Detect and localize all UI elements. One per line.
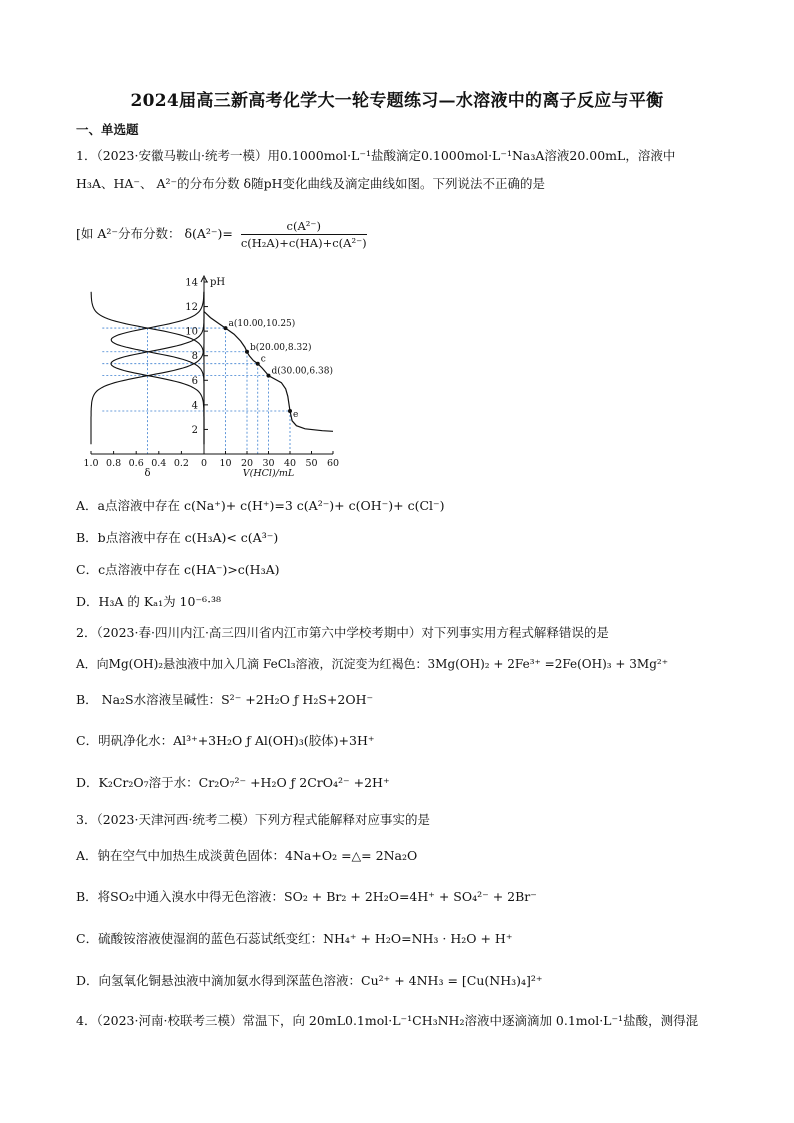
x-right-tick-label: 40 — [283, 458, 297, 469]
x-right-tick-label: 30 — [262, 458, 275, 469]
x-left-tick-label: 0.2 — [173, 458, 189, 469]
q1-option-b: B．b点溶液中存在 c(H₃A)< c(A³⁻) — [76, 530, 279, 545]
point-a — [224, 326, 228, 330]
point-label-e: e — [293, 410, 299, 420]
section-heading: 一、单选题 — [76, 122, 139, 137]
q2-option-c: C．明矾净化水：Al³⁺+3H₂O ƒ Al(OH)₃(胶体)+3H⁺ — [76, 733, 375, 748]
x-left-axis-label: δ — [144, 468, 151, 478]
q2-option-d: D．K₂Cr₂O₇溶于水：Cr₂O₇²⁻ +H₂O ƒ 2CrO₄²⁻ +2H⁺ — [76, 775, 390, 790]
y-tick-label: 12 — [185, 302, 198, 314]
q1-option-d: D．H₃A 的 Kₐ₁为 10⁻⁶·³⁸ — [76, 594, 222, 609]
labels — [83, 277, 339, 478]
distribution-curve-2 — [111, 292, 204, 444]
x-left-tick-label: 0.6 — [128, 458, 144, 469]
q3-option-d: D．向氢氧化铜悬浊液中滴加氨水得到深蓝色溶液：Cu²⁺ + 4NH₃ = [Cu(NH₃)₄]²⁺ — [76, 973, 543, 988]
q3-option-b: B．将SO₂中通入溴水中得无色溶液：SO₂ + Br₂ + 2H₂O=4H⁺ + SO₄²⁻ + 2Br⁻ — [76, 889, 537, 904]
y-tick-label: 6 — [191, 375, 198, 387]
q1-option-c: C．c点溶液中存在 c(HA⁻)>c(H₃A) — [76, 562, 280, 577]
point-label-d: d(30.00,6.38) — [271, 366, 333, 377]
q2-stem: 2．（2023·春·四川内江·高三四川省内江市第六中学校考期中）对下列事实用方程式解释错误的是 — [76, 625, 609, 640]
q3-option-c: C．硫酸铵溶液使湿润的蓝色石蕊试纸变红：NH₄⁺ + H₂O=NH₃ · H₂O + H⁺ — [76, 931, 513, 946]
x-right-tick-label: 20 — [240, 458, 254, 469]
q4-stem: 4．（2023·河南·校联考三模）常温下，向 20mL0.1mol·L⁻¹CH₃NH₂溶液中逐滴滴加 0.1mol·L⁻¹盐酸，测得混 — [76, 1013, 699, 1028]
x-right-tick-label: 60 — [326, 458, 340, 469]
point-d — [267, 374, 271, 378]
point-c — [256, 362, 260, 366]
q2-option-a: A．向Mg(OH)₂悬浊液中加入几滴 FeCl₃溶液，沉淀变为红褐色：3Mg(OH)₂ + 2Fe³⁺ =2Fe(OH)₃ + 3Mg²⁺ — [76, 657, 669, 671]
x-left-tick-label: 0.4 — [151, 458, 167, 469]
formula-prefix: [如 A²⁻分布分数： δ(A²⁻)= — [76, 226, 233, 241]
x-right-axis-label: V(HCl)/mL — [242, 468, 295, 478]
y-tick-label: 2 — [191, 424, 198, 436]
document-title: 2024届高三新高考化学大一轮专题练习—水溶液中的离子反应与平衡 — [130, 91, 664, 111]
y-tick-label: 14 — [185, 277, 198, 289]
y-tick-label: 4 — [191, 400, 198, 412]
x-left-tick-label: 0 — [200, 458, 208, 469]
x-right-tick-label: 50 — [305, 458, 318, 469]
q1-option-a: A．a点溶液中存在 c(Na⁺)+ c(H⁺)=3 c(A²⁻)+ c(OH⁻)+ c(Cl⁻) — [76, 498, 445, 513]
y-axis-label: pH — [210, 277, 226, 288]
distribution-titration-chart — [80, 268, 350, 478]
point-label-c: c — [260, 354, 266, 365]
distribution-curve-1 — [111, 292, 204, 444]
q3-stem: 3．（2023·天津河西·统考二模）下列方程式能解释对应事实的是 — [76, 812, 430, 827]
q1-formula — [76, 218, 736, 251]
x-right-tick-label: 10 — [219, 458, 232, 469]
axes — [91, 276, 333, 454]
point-label-b: b(20.00,8.32) — [250, 342, 312, 353]
q3-option-a: A．钠在空气中加热生成淡黄色固体：4Na+O₂ =△= 2Na₂O — [76, 848, 418, 863]
x-left-tick-label: 1.0 — [83, 458, 99, 469]
x-left-tick-label: 0.8 — [106, 458, 122, 469]
q1-stem-line1: 1．（2023·安徽马鞍山·统考一模）用0.1000mol·L⁻¹盐酸滴定0.1000mol·L⁻¹Na₃A溶液20.00mL，溶液中 — [76, 148, 676, 163]
point-label-a: a(10.00,10.25) — [228, 319, 296, 330]
y-tick-label: 8 — [191, 351, 198, 363]
q1-stem-line2: H₃A、HA⁻、 A²⁻的分布分数 δ随pH变化曲线及滴定曲线如图。下列说法不正确的是 — [76, 176, 545, 191]
q2-option-b: B． Na₂S水溶液呈碱性：S²⁻ +2H₂O ƒ H₂S+2OH⁻ — [76, 692, 374, 707]
formula-denominator: c(H₂A)+c(HA)+c(A²⁻) — [240, 236, 367, 250]
point-e — [288, 409, 292, 413]
point-b — [245, 350, 249, 354]
formula-fraction — [241, 218, 367, 251]
y-tick-label: 10 — [185, 326, 198, 338]
formula-numerator: c(A²⁻) — [241, 218, 367, 235]
